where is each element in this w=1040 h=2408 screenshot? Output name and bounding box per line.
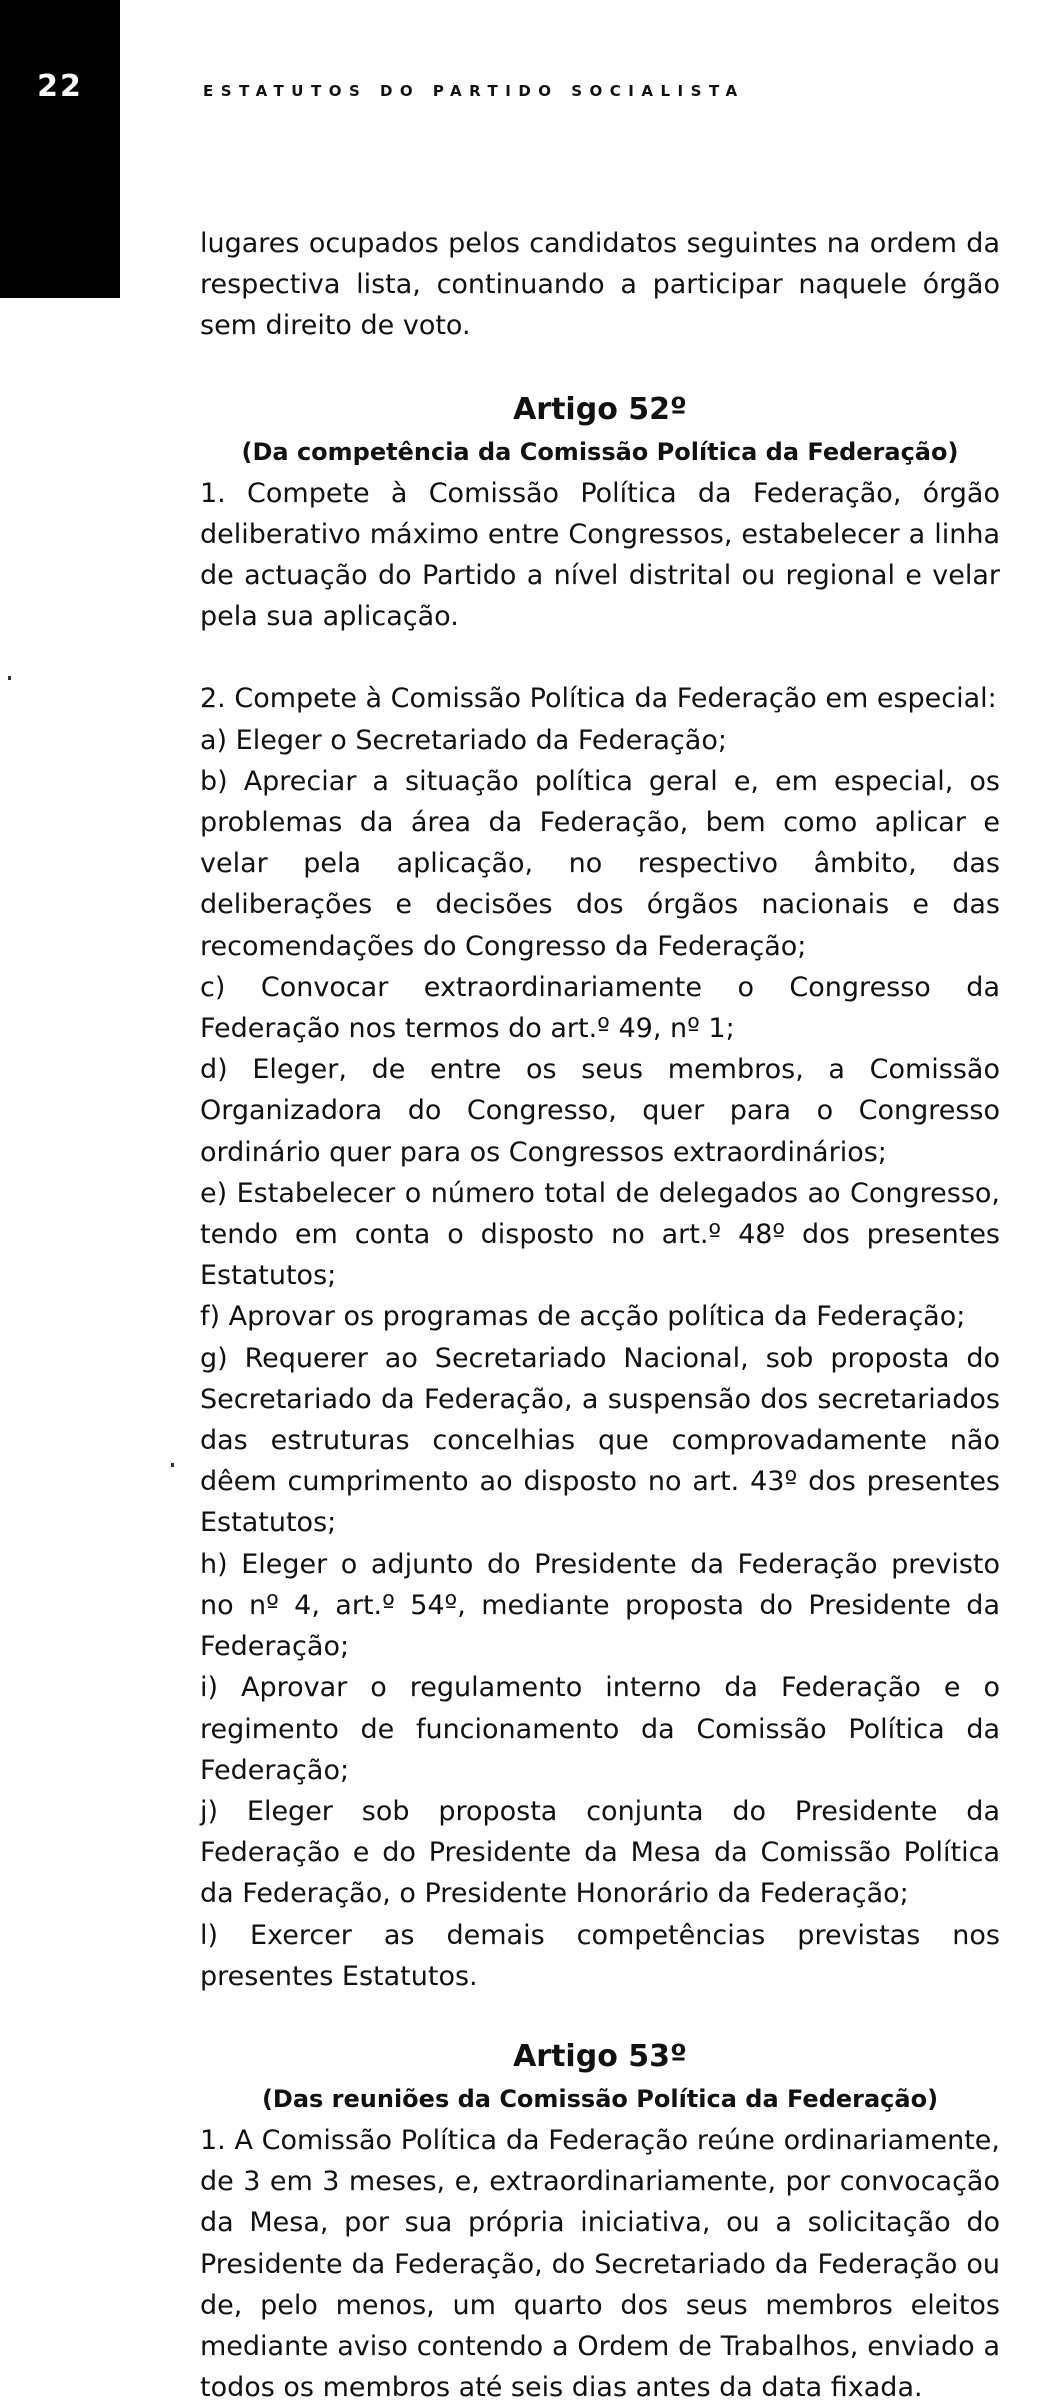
list-item-b: b) Apreciar a situação política geral e, em especial, os problemas da área da Federação, bem como aplicar e velar pela aplicação, no respectivo âmbito, das deliberações e decisões dos órgãos nacionais e das recomendações do Congresso da Federação; — [200, 765, 1000, 962]
list-item-l: l) Exercer as demais competências previstas nos presentes Estatutos. — [200, 1919, 1000, 1992]
page-number-tab — [0, 0, 120, 298]
article-52-title: Artigo 52º — [513, 391, 687, 427]
list-item-c: c) Convocar extraordinariamente o Congresso da Federação nos termos do art.º 49, nº 1; — [200, 971, 1000, 1045]
scan-speck — [8, 676, 11, 680]
article-53 — [200, 2035, 1000, 2408]
article-52-paragraph-2-intro: 2. Compete à Comissão Política da Federação em especial: — [200, 683, 997, 715]
list-item-j: j) Eleger sob proposta conjunta do Presidente da Federação e do Presidente da Mesa da Comissão Política da Federação, o Presidente Honorário da Federação; — [200, 1795, 1000, 1910]
list-item-f: f) Aprovar os programas de acção política da Federação; — [200, 1301, 966, 1333]
article-53-paragraph-1: 1. A Comissão Política da Federação reúne ordinariamente, de 3 em 3 meses, e, extraordinariamente, por convocação da Mesa, por sua própria iniciativa, ou a solicitação do Presidente da Federação, do Secretariado da Federação ou de, pelo menos, um quarto dos seus membros eleitos mediante aviso contendo a Ordem de Trabalhos, enviado a todos os membros até seis dias antes da data fixada. — [200, 2124, 1000, 2404]
article-52-subtitle: (Da competência da Comissão Política da Federação) — [241, 437, 959, 466]
document-body — [200, 223, 1000, 2408]
list-item-i: i) Aprovar o regulamento interno da Federação e o regimento de funcionamento da Comissão Política da Federação; — [200, 1672, 1000, 1786]
article-53-subtitle: (Das reuniões da Comissão Política da Federação) — [261, 2084, 939, 2113]
page-number: 22 — [37, 69, 83, 104]
intro-paragraph: lugares ocupados pelos candidatos seguintes na ordem da respectiva lista, continuando a participar naquele órgão sem direito de voto. — [200, 228, 1000, 342]
article-52 — [200, 388, 1000, 1997]
article-53-title: Artigo 53º — [513, 2038, 687, 2074]
list-item-e: e) Estabelecer o número total de delegados ao Congresso, tendo em conta o disposto no art.º 48º dos presentes Estatutos; — [200, 1177, 1000, 1292]
list-item-h: h) Eleger o adjunto do Presidente da Federação previsto no nº 4, art.º 54º, mediante proposta do Presidente da Federação; — [200, 1548, 1000, 1663]
running-header: ESTATUTOS DO PARTIDO SOCIALISTA — [203, 82, 745, 100]
list-item-d: d) Eleger, de entre os seus membros, a Comissão Organizadora do Congresso, quer para o Congresso ordinário quer para os Congressos extraordinários; — [200, 1054, 1000, 1168]
list-item-g: g) Requerer ao Secretariado Nacional, sob proposta do Secretariado da Federação, a suspensão dos secretariados das estruturas concelhias que comprovadamente não dêem cumprimento ao disposto no art. 43º dos presentes Estatutos; — [200, 1342, 1000, 1539]
scan-speck — [171, 1463, 174, 1467]
article-52-paragraph-1: 1. Compete à Comissão Política da Federação, órgão deliberativo máximo entre Congressos, estabelecer a linha de actuação do Partido a nível distrital ou regional e velar pela sua aplicação. — [200, 477, 1000, 633]
list-item-a: a) Eleger o Secretariado da Federação; — [200, 724, 727, 756]
